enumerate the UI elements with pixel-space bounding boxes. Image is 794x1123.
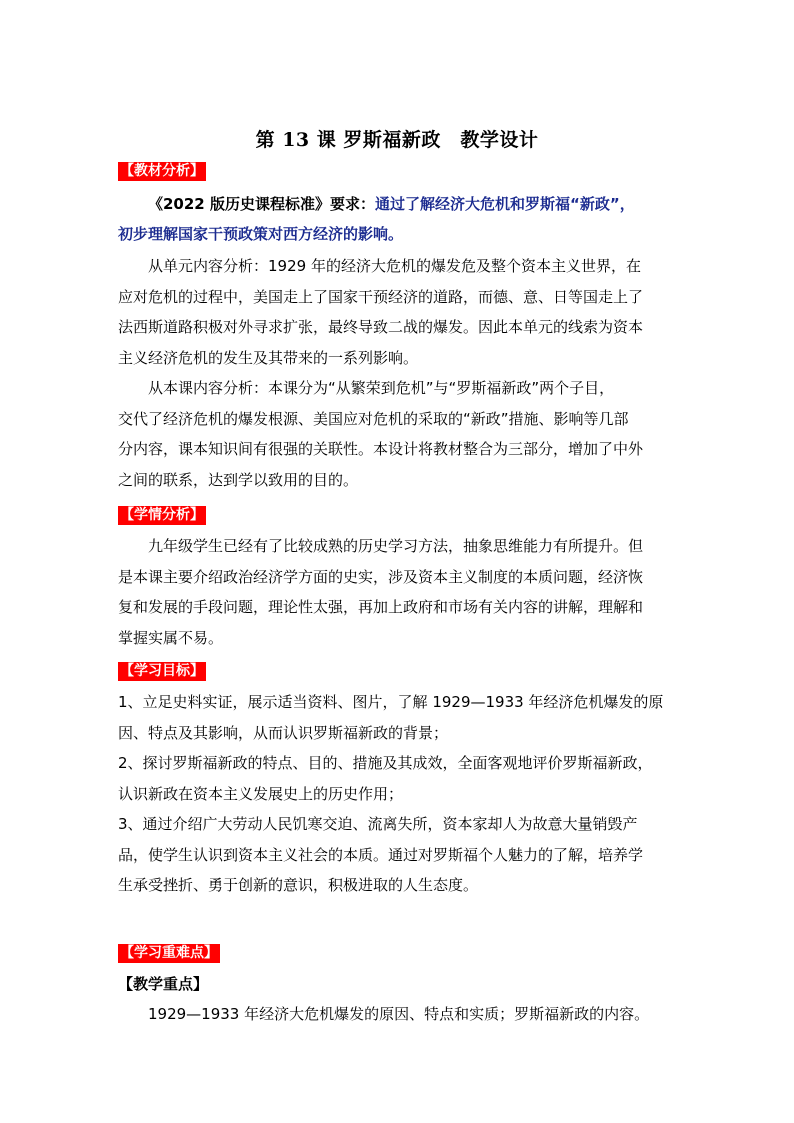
section-label-students: 【学情分析】 [120,507,204,523]
paragraph-line: 从单元内容分析：1929 年的经济大危机的爆发危及整个资本主义世界，在 [148,257,641,275]
paragraph-line: 复和发展的手段问题，理论性太强，再加上政府和市场有关内容的讲解，理解和 [118,598,644,616]
teaching-focus-paragraph [118,999,678,1030]
page-title: 第 13 课 罗斯福新政 教学设计 [255,129,539,151]
paragraph-line: 从本课内容分析：本课分为“从繁荣到危机”与“罗斯福新政”两个子目， [148,379,615,397]
teaching-focus-label: 【教学重点】 [118,975,209,993]
paragraph-line: 主义经济危机的发生及其带来的一系列影响。 [118,348,419,367]
unit-analysis-paragraph [118,251,678,373]
curriculum-standard-line1 [118,189,708,219]
paragraph-line: 1929—1933 年经济大危机爆发的原因、特点和实质；罗斯福新政的内容。 [148,1005,650,1023]
goal-line: 品，使学生认识到资本主义社会的本质。通过对罗斯福个人魅力的了解，培养学 [118,845,644,864]
paragraph-line: 法西斯道路积极对外寻求扩张，最终导致二战的爆发。因此本单元的线索为资本 [118,318,644,336]
student-analysis-paragraph [118,531,678,653]
section-label-textbook: 【教材分析】 [120,163,204,179]
section-label-keypoints: 【学习重难点】 [120,945,218,961]
paragraph-line: 之间的联系，达到学以致用的目的。 [118,470,359,489]
goal-line: 3、通过介绍广大劳动人民饥寒交迫、流离失所，资本家却人为故意大量销毁产 [118,815,638,833]
goal-line: 因、特点及其影响，从而认识罗斯福新政的背景； [118,723,449,742]
paragraph-line: 九年级学生已经有了比较成熟的历史学习方法，抽象思维能力有所提升。但 [148,537,644,555]
section-label-goals: 【学习目标】 [120,663,204,679]
standard-requirement-part2: 初步理解国家干预政策对西方经济的影响。 [118,225,404,243]
paragraph-line: 分内容，课本知识间有很强的关联性。本设计将教材整合为三部分，增加了中外 [118,440,644,458]
goal-line: 认识新政在资本主义发展史上的历史作用； [118,784,404,803]
learning-goals-list [118,687,678,901]
paragraph-line: 应对危机的过程中，美国走上了国家干预经济的道路，而德、意、日等国走上了 [118,287,644,306]
paragraph-line: 是本课主要介绍政治经济学方面的史实，涉及资本主义制度的本质问题，经济恢 [118,567,644,586]
goal-line: 2、探讨罗斯福新政的特点、目的、措施及其成效，全面客观地评价罗斯福新政， [118,754,653,772]
standard-requirement-part1: 通过了解经济大危机和罗斯福“新政”， [374,195,635,213]
standard-prefix: 《2022 版历史课程标准》要求： [148,195,375,213]
goal-line: 生承受挫折、勇于创新的意识，积极进取的人生态度。 [118,876,479,894]
goal-line: 1、立足史料实证，展示适当资料、图片，了解 1929—1933 年经济危机爆发的原 [118,693,664,711]
paragraph-line: 掌握实属不易。 [118,628,224,647]
paragraph-line: 交代了经济危机的爆发根源、美国应对危机的采取的“新政”措施、影响等几部 [118,409,629,428]
lesson-analysis-paragraph [118,373,678,495]
